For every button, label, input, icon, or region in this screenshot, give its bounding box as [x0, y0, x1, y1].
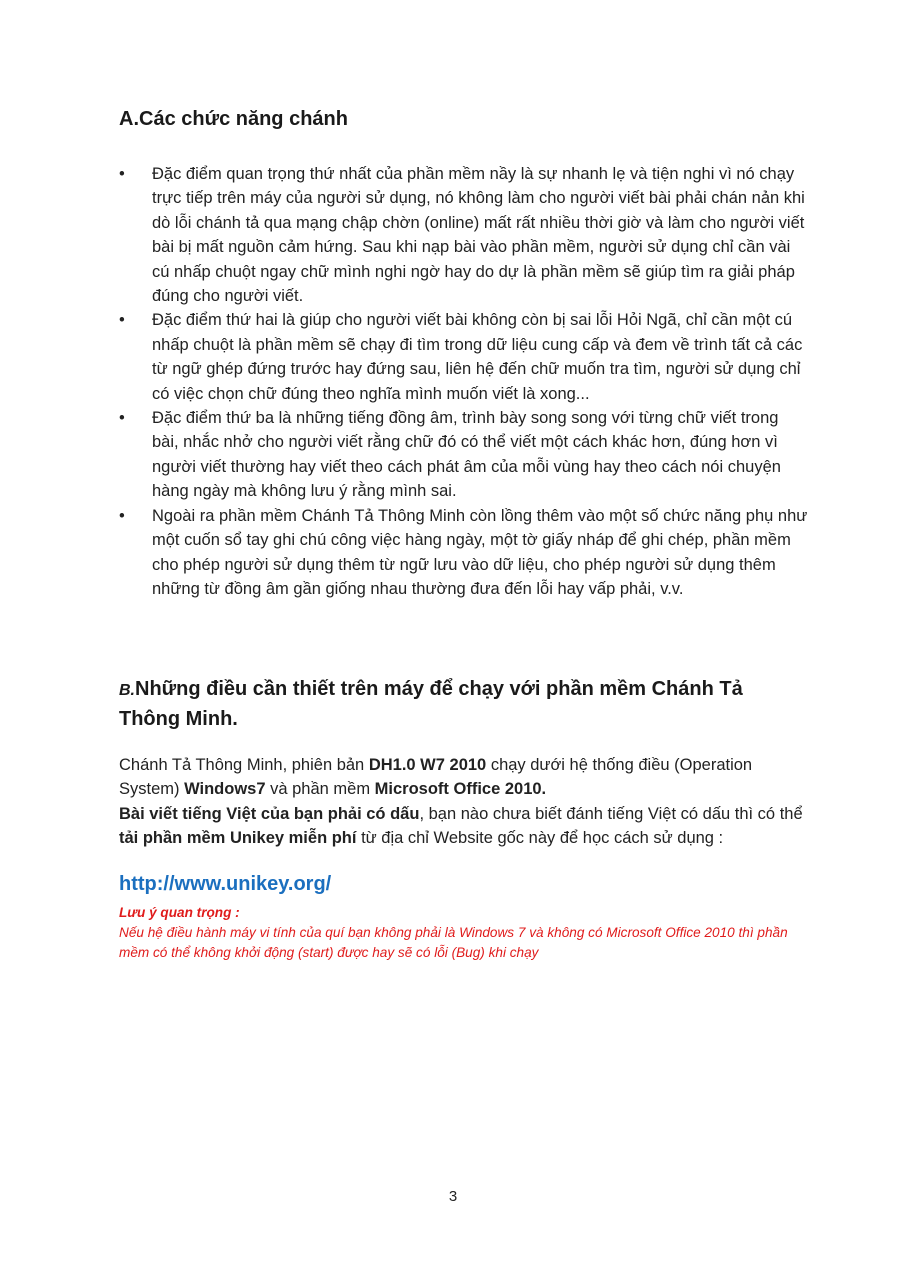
requirements-paragraph: [119, 753, 809, 851]
list-item-text: Đặc điểm quan trọng thứ nhất của phần mềm nầy là sự nhanh lẹ và tiện nghi vì nó chạy trực tiếp trên máy của người sử dụng, nó không làm cho người viết bài phải chán nản khi dò lỗi chánh tả qua mạng chập chờn (online) mất rất nhiều thời giờ và làm cho người viết bài bị mất nguồn cảm hứng. Sau khi nạp bài vào phần mềm, người sử dụng chỉ cần vài cú nhấp chuột ngay chữ mình nghi ngờ hay do dự là phần mềm sẽ giúp tìm ra giải pháp đúng cho người viết.: [152, 165, 805, 306]
unikey-link[interactable]: http://www.unikey.org/: [119, 873, 332, 895]
bullet-icon: •: [119, 165, 125, 183]
bullet-icon: •: [119, 311, 125, 330]
list-item: [119, 406, 809, 504]
para-os: Windows7: [184, 780, 266, 799]
important-note: [119, 903, 799, 963]
para-unikey: tải phần mềm Unikey miễn phí: [119, 829, 357, 848]
bullet-icon: •: [119, 506, 125, 525]
para-text: , bạn nào chưa biết đánh tiếng Việt có dấu thì có thể: [419, 804, 803, 823]
note-body: Nếu hệ điều hành máy vi tính của quí bạn không phải là Windows 7 và không có Microsoft Office 2010 thì phần mềm có thể không khởi động (start) được hay sẽ có lỗi (Bug) khi chạy: [119, 925, 788, 960]
section-a-heading: A.Các chức năng chánh: [119, 108, 348, 130]
note-title: Lưu ý quan trọng :: [119, 905, 240, 920]
page-number: 3: [448, 1188, 458, 1205]
para-text: từ địa chỉ Website gốc này để học cách sử dụng :: [356, 829, 724, 848]
list-item: [119, 162, 809, 308]
list-item-text: Đặc điểm thứ ba là những tiếng đồng âm, trình bày song song với từng chữ viết trong bài, nhắc nhở cho người viết rằng chữ đó có thể viết một cách khác hơn, đúng hơn vì người viết thường hay viết theo cách phát âm của mỗi vùng hay theo cách nói chuyện hàng ngày mà không lưu ý rằng mình sai.: [152, 409, 781, 501]
list-item-text: Đặc điểm thứ hai là giúp cho người viết bài không còn bị sai lỗi Hỏi Ngã, chỉ cần một cú nhấp chuột là phần mềm sẽ chạy đi tìm trong dữ liệu cung cấp và đem về trình tất cả các từ ngữ ghép đứng trước hay đứng sau, liên hệ đến chữ muốn tra tìm, người sử dụng chỉ có việc chọn chữ đúng theo nghĩa mình muốn viết là xong...: [152, 311, 803, 403]
para-text: chạy dưới hệ thống điều (Operation System): [119, 756, 753, 799]
section-b-heading: [119, 675, 809, 733]
list-item: [119, 504, 809, 602]
para-version: DH1.0 W7 2010: [368, 756, 487, 774]
bullet-icon: •: [119, 409, 125, 428]
list-item: [119, 308, 809, 406]
para-office: Microsoft Office 2010.: [374, 780, 547, 799]
section-b-prefix: B.: [119, 682, 135, 699]
para-diacritics-note: Bài viết tiếng Việt của bạn phải có dấu: [119, 804, 420, 823]
section-b-title: Những điều cần thiết trên máy để chạy với phần mềm Chánh Tả Thông Minh.: [119, 678, 743, 730]
para-text: và phần mềm: [265, 780, 375, 799]
feature-list: [119, 162, 809, 601]
para-text: Chánh Tả Thông Minh, phiên bản: [119, 756, 369, 774]
list-item-text: Ngoài ra phần mềm Chánh Tả Thông Minh còn lồng thêm vào một số chức năng phụ như một cuốn sổ tay ghi chú công việc hàng ngày, một tờ giấy nháp để ghi chép, phần mềm cho phép người sử dụng thêm từ ngữ lưu vào dữ liệu, cho phép người sử dụng thêm những từ đồng âm gần giống nhau thường đưa đến lỗi hay vấp phải, v.v.: [152, 506, 808, 598]
